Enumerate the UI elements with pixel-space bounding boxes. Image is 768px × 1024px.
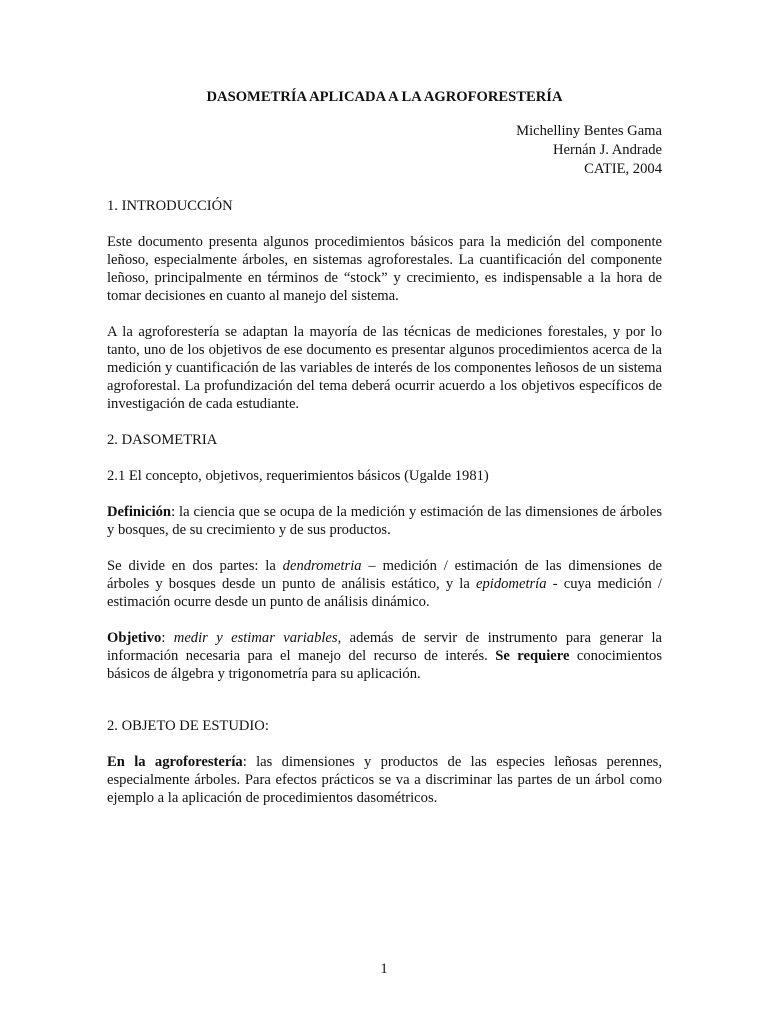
document-body — [107, 88, 662, 807]
study-label: En la agroforestería — [107, 754, 243, 770]
author-2: Hernán J. Andrade — [552, 142, 662, 158]
author-affiliation: CATIE, 2004 — [584, 161, 662, 177]
objective-colon: : — [161, 630, 174, 646]
divide-text-1: Se divide en dos partes: la — [107, 558, 283, 574]
divide-paragraph — [107, 557, 662, 611]
epidometria-term: epidometría — [476, 576, 547, 592]
objective-text-2: conocimientos básicos de álgebra y trigonometría para su aplicación. — [107, 648, 663, 682]
dendrometria-term: dendrometria — [282, 558, 362, 574]
objective-requirement-label: Se requiere — [495, 648, 570, 664]
subsection-heading-concepto: 2.1 El concepto, objetivos, requerimientos básicos (Ugalde 1981) — [107, 468, 489, 484]
objective-label: Objetivo — [107, 630, 162, 646]
page-number: 1 — [380, 961, 388, 977]
definition-text: : la ciencia que se ocupa de la medición y estimación de las dimensiones de árboles y bosques, de su crecimiento y de sus productos. — [107, 504, 662, 538]
section-heading-dasometria: 2. DASOMETRIA — [107, 432, 218, 448]
definition-paragraph — [107, 503, 662, 539]
definition-label: Definición — [107, 504, 172, 520]
objective-paragraph — [107, 629, 662, 683]
document-title: DASOMETRÍA APLICADA A LA AGROFORESTERÍA — [206, 89, 563, 105]
author-1: Michelliny Bentes Gama — [516, 123, 662, 139]
author-block — [107, 122, 662, 179]
intro-paragraph-2: A la agroforestería se adaptan la mayoría de las técnicas de mediciones forestales, y por lo tanto, uno de los objetivos de ese documento es presentar algunos procedimientos acerca de la medición y cuantificación de las variables de interés de los componentes leñosos de un sistema agroforestal. La profundización del tema deberá ocurrir acuerdo a los objetivos específicos de investigación de cada estudiante. — [107, 324, 662, 412]
section-heading-objeto-estudio: 2. OBJETO DE ESTUDIO: — [107, 718, 269, 734]
study-text: : las dimensiones y productos de las especies leñosas perennes, especialmente árboles. Para efectos prácticos se va a discriminar las partes de un árbol como ejemplo a la aplicación de procedimientos dasométricos. — [107, 754, 662, 806]
objective-text-1: , además de servir de instrumento para generar la información necesaria para el manejo del recurso de interés. — [107, 630, 662, 664]
section-heading-introduccion: 1. INTRODUCCIÓN — [107, 198, 233, 214]
divide-text-3: - cuya medición / estimación ocurre desde un punto de análisis dinámico. — [107, 576, 662, 610]
divide-text-2: – medición / estimación de las dimensiones de árboles y bosques desde un punto de análisis estático, y la — [107, 558, 662, 592]
study-object-paragraph — [107, 753, 662, 807]
intro-paragraph-1: Este documento presenta algunos procedimientos básicos para la medición del componente leñoso, especialmente árboles, en sistemas agroforestales. La cuantificación del componente leñoso, principalmente en términos de “stock” y crecimiento, es indispensable a la hora de tomar decisiones en cuanto al manejo del sistema. — [107, 234, 662, 304]
objective-italic: medir y estimar variables — [173, 630, 338, 646]
